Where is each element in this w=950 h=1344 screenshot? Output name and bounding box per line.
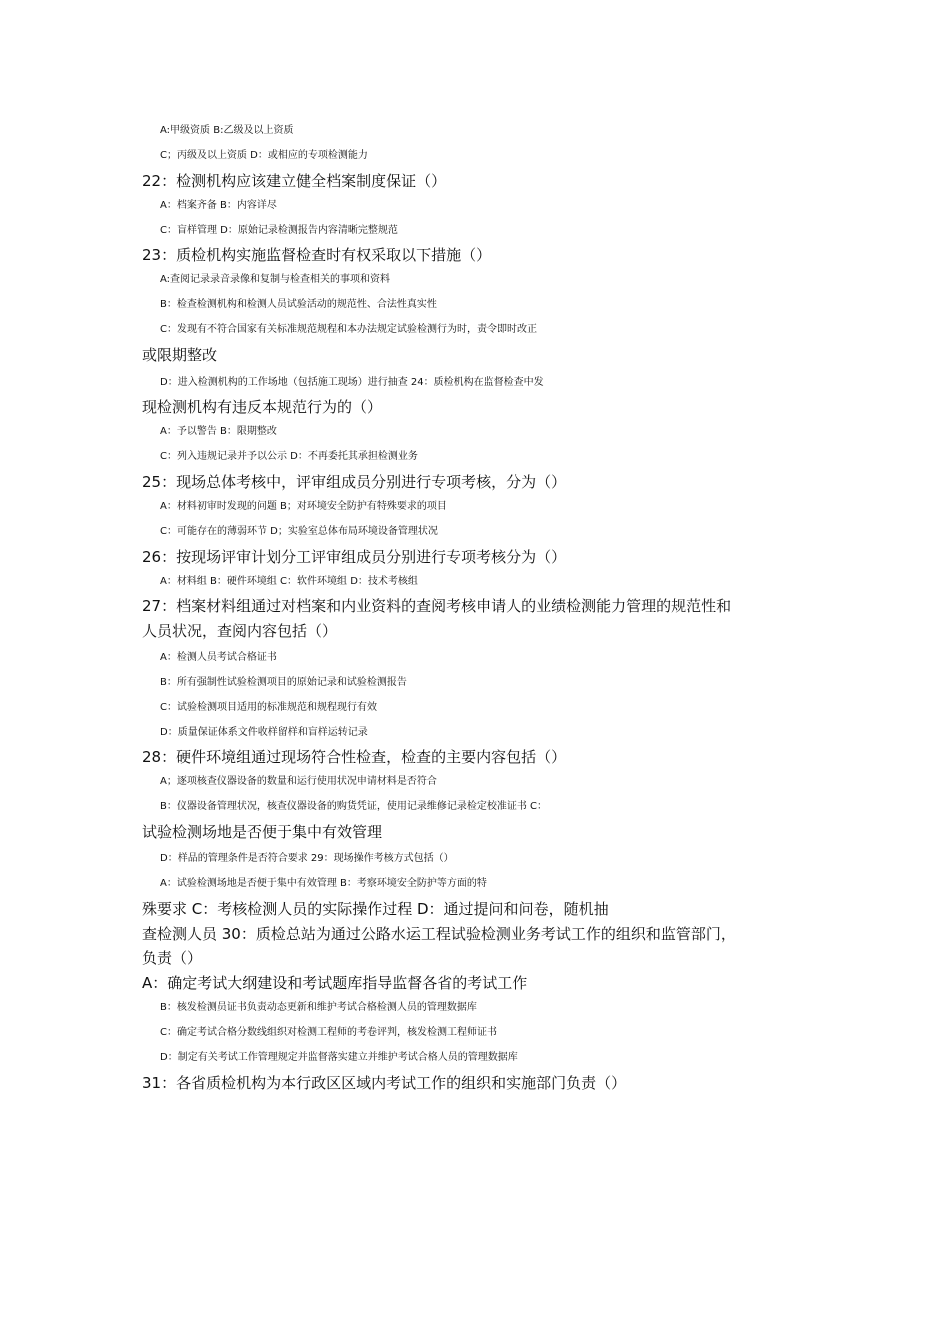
text-line: C：试验检测项目适用的标准规范和规程现行有效 bbox=[160, 702, 377, 713]
question-24: 现检测机构有违反本规范行为的（） bbox=[142, 398, 383, 416]
text-line: A：试验检测场地是否便于集中有效管理 B：考察环境安全防护等方面的特 bbox=[160, 878, 487, 889]
question-27: 27：档案材料组通过对档案和内业资料的查阅考核申请人的业绩检测能力管理的规范性和 bbox=[142, 597, 732, 615]
text-line: C：列入违规记录并予以公示 D：不再委托其承担检测业务 bbox=[160, 451, 418, 462]
question-31: 31：各省质检机构为本行政区区域内考试工作的组织和实施部门负责（） bbox=[142, 1074, 627, 1092]
question-25: 25：现场总体考核中，评审组成员分别进行专项考核，分为（） bbox=[142, 473, 567, 491]
text-line: A：确定考试大纲建设和考试题库指导监督各省的考试工作 bbox=[142, 974, 528, 992]
text-line: 负责（） bbox=[142, 949, 203, 967]
question-26: 26：按现场评审计划分工评审组成员分别进行专项考核分为（） bbox=[142, 548, 567, 566]
text-line: 殊要求 C：考核检测人员的实际操作过程 D：通过提问和问卷，随机抽 bbox=[142, 900, 609, 918]
text-line: A：材料初审时发现的问题 B；对环境安全防护有特殊要求的项目 bbox=[160, 501, 447, 512]
text-line: A；逐项核查仪器设备的数量和运行使用状况申请材料是否符合 bbox=[160, 776, 437, 787]
question-28: 28：硬件环境组通过现场符合性检查，检查的主要内容包括（） bbox=[142, 748, 567, 766]
question-29: D：样品的管理条件是否符合要求 29：现场操作考核方式包括（） bbox=[160, 853, 454, 864]
text-line: A：予以警告 B：限期整改 bbox=[160, 426, 277, 437]
text-line: D：质量保证体系文件收样留样和盲样运转记录 bbox=[160, 727, 368, 738]
text-line: D：进入检测机构的工作场地（包括施工现场）进行抽查 24：质检机构在监督检查中发 bbox=[160, 377, 544, 388]
text-line: B：仪器设备管理状况，核查仪器设备的购货凭证，使用记录维修记录检定校准证书 C： bbox=[160, 801, 548, 812]
text-line: C：可能存在的薄弱环节 D；实验室总体布局环境设备管理状况 bbox=[160, 526, 438, 537]
question-23: 23：质检机构实施监督检查时有权采取以下措施（） bbox=[142, 246, 492, 264]
text-line: B：核发检测员证书负责动态更新和维护考试合格检测人员的管理数据库 bbox=[160, 1002, 477, 1013]
question-22: 22：检测机构应该建立健全档案制度保证（） bbox=[142, 172, 447, 190]
text-line: C：确定考试合格分数线组织对检测工程师的考卷评判，核发检测工程师证书 bbox=[160, 1027, 497, 1038]
text-line: A:查阅记录录音录像和复制与检查相关的事项和资料 bbox=[160, 274, 391, 285]
text-line: A：检测人员考试合格证书 bbox=[160, 652, 277, 663]
text-line: A：档案齐备 B：内容详尽 bbox=[160, 200, 277, 211]
text-line: C：发现有不符合国家有关标准规范规程和本办法规定试验检测行为时，责令即时改正 bbox=[160, 324, 537, 335]
text-line: C；丙级及以上资质 D：或相应的专项检测能力 bbox=[160, 150, 368, 161]
text-line: C：盲样管理 D：原始记录检测报告内容清晰完整规范 bbox=[160, 225, 398, 236]
text-line: D：制定有关考试工作管理规定并监督落实建立并维护考试合格人员的管理数据库 bbox=[160, 1052, 518, 1063]
text-line: B：检查检测机构和检测人员试验活动的规范性、合法性真实性 bbox=[160, 299, 437, 310]
question-30: 查检测人员 30：质检总站为通过公路水运工程试验检测业务考试工作的组织和监管部门， bbox=[142, 925, 736, 943]
text-line: 人员状况，查阅内容包括（） bbox=[142, 622, 338, 640]
text-line: A:甲级资质 B:乙级及以上资质 bbox=[160, 125, 294, 136]
text-line: A：材料组 B：硬件环境组 C：软件环境组 D：技术考核组 bbox=[160, 576, 418, 587]
text-line: 试验检测场地是否便于集中有效管理 bbox=[142, 823, 383, 841]
text-line: 或限期整改 bbox=[142, 346, 218, 364]
text-line: B：所有强制性试验检测项目的原始记录和试验检测报告 bbox=[160, 677, 407, 688]
